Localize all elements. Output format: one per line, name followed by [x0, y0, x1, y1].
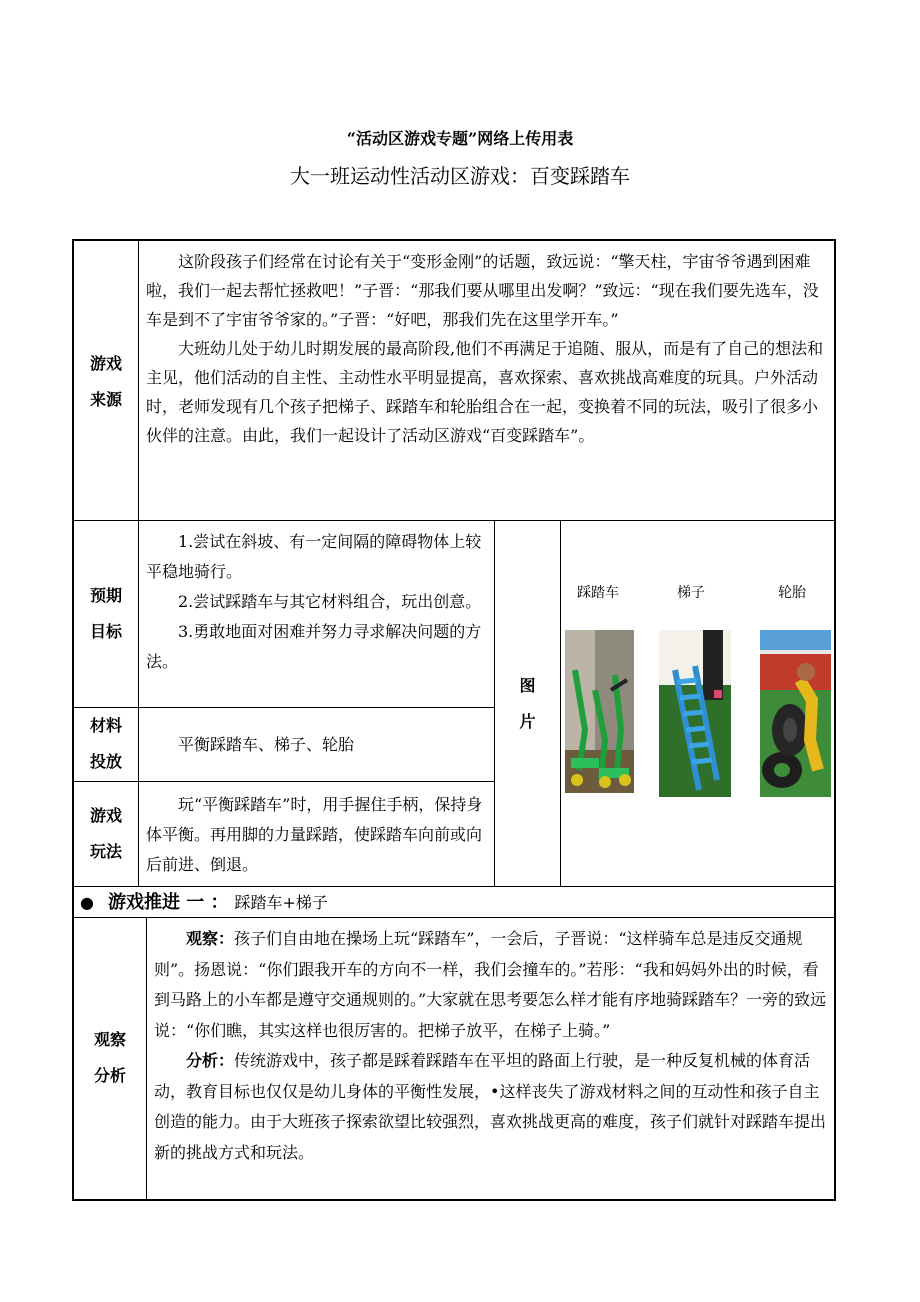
row-divider-3 [72, 781, 494, 782]
observation-paragraph [154, 924, 830, 1046]
goals-content [146, 527, 488, 677]
caption-ladder: 梯子 [677, 585, 705, 601]
goal-item: 1.尝试在斜坡、有一定间隔的障碍物体上较平稳地骑行。 [146, 532, 482, 581]
photo-bike [565, 630, 634, 793]
picture-divider-right [560, 520, 561, 887]
row-divider-4 [72, 886, 836, 887]
observation-label: 观察： [186, 929, 235, 948]
source-label: 游戏 来源 [89, 354, 122, 409]
observation-text: 孩子们自由地在操场上玩“踩踏车”，一会后，子晋说：“这样骑车总是违反交通规则”。扬恩说：“你们跟我开车的方向不一样，我们会撞车的。”若彤：“我和妈妈外出的时候，看到马路上的小车都是遵守交通规则的。”大家就在思考要怎么样才能有序地骑踩踏车？一旁的致远说：“你们瞧，其实这样也很厉害的。把梯子放平，在梯子上骑。” [154, 929, 827, 1040]
table-border-bottom [72, 1199, 836, 1201]
play-content [146, 790, 488, 880]
analysis-content [154, 924, 830, 1168]
progress-heading: 游戏推进 一 ： [107, 892, 229, 913]
row-divider-5 [72, 917, 836, 918]
source-paragraph-1: 这阶段孩子们经常在讨论有关于“变形金刚”的话题，致远说：“擎天柱，宇宙爷爷遇到困难啦，我们一起去帮忙拯救吧！”子晋：“那我们要从哪里出发啊？”致远：“现在我们要先选车，没车是到不了宇宙爷爷家的。”子晋：“好吧，那我们先在这里学开车。” [146, 252, 819, 329]
table-border-top [72, 239, 836, 241]
goals-label: 预期 目标 [89, 586, 122, 641]
caption-bike: 踩踏车 [577, 585, 619, 601]
analysis-text: 传统游戏中，孩子都是踩着踩踏车在平坦的路面上行驶，是一种反复机械的体育活动，教育目标也仅仅是幼儿身体的平衡性发展，•这样丧失了游戏材料之间的互动性和孩子自主创造的能力。由于大班孩子探索欲望比较强烈，喜欢挑战更高的难度，孩子们就针对踩踏车提出新的挑战方式和玩法。 [154, 1051, 827, 1162]
source-paragraph-2: 大班幼儿处于幼儿时期发展的最高阶段,他们不再满足于追随、服从，而是有了自己的想法和主见，他们活动的自主性、主动性水平明显提高，喜欢探索、喜欢挑战高难度的玩具。户外活动时，老师发现有几个孩子把梯子、踩踏车和轮胎组合在一起，变换着不同的玩法，吸引了很多小伙伴的注意。由此，我们一起设计了活动区游戏“百变踩踏车”。 [146, 339, 824, 445]
materials-content [146, 730, 488, 759]
row-divider-1 [72, 520, 836, 521]
play-label: 游戏 玩法 [89, 806, 122, 861]
table-border-right [834, 239, 836, 1201]
analysis-paragraph [154, 1046, 830, 1168]
label-divider-lower [146, 917, 147, 1201]
play-text: 玩“平衡踩踏车”时，用手握住手柄，保持身体平衡。再用脚的力量踩踏，使踩踏车向前或向后前进、倒退。 [146, 795, 483, 874]
materials-label: 材料 投放 [89, 716, 122, 771]
caption-tire: 轮胎 [778, 585, 806, 601]
goal-item: 3.勇敢地面对困难并努力寻求解决问题的方法。 [146, 622, 482, 671]
goal-item: 2.尝试踩踏车与其它材料组合，玩出创意。 [178, 592, 482, 611]
materials-text: 平衡踩踏车、梯子、轮胎 [178, 735, 355, 754]
progress-heading-row [80, 889, 820, 917]
photo-tire [760, 630, 831, 797]
pictures-label: 图 片 [519, 676, 536, 731]
document-title: “活动区游戏专题”网络上传用表 [346, 129, 574, 148]
bullet-icon: ● [80, 893, 94, 912]
analysis-label: 观察 分析 [93, 1030, 126, 1085]
source-content [146, 247, 828, 450]
analysis-sub-label: 分析： [186, 1051, 235, 1070]
photo-ladder [659, 630, 731, 797]
label-divider-upper [138, 239, 139, 887]
progress-topic: 踩踏车+梯子 [234, 893, 328, 912]
document-subtitle: 大一班运动性活动区游戏：百变踩踏车 [290, 164, 630, 188]
